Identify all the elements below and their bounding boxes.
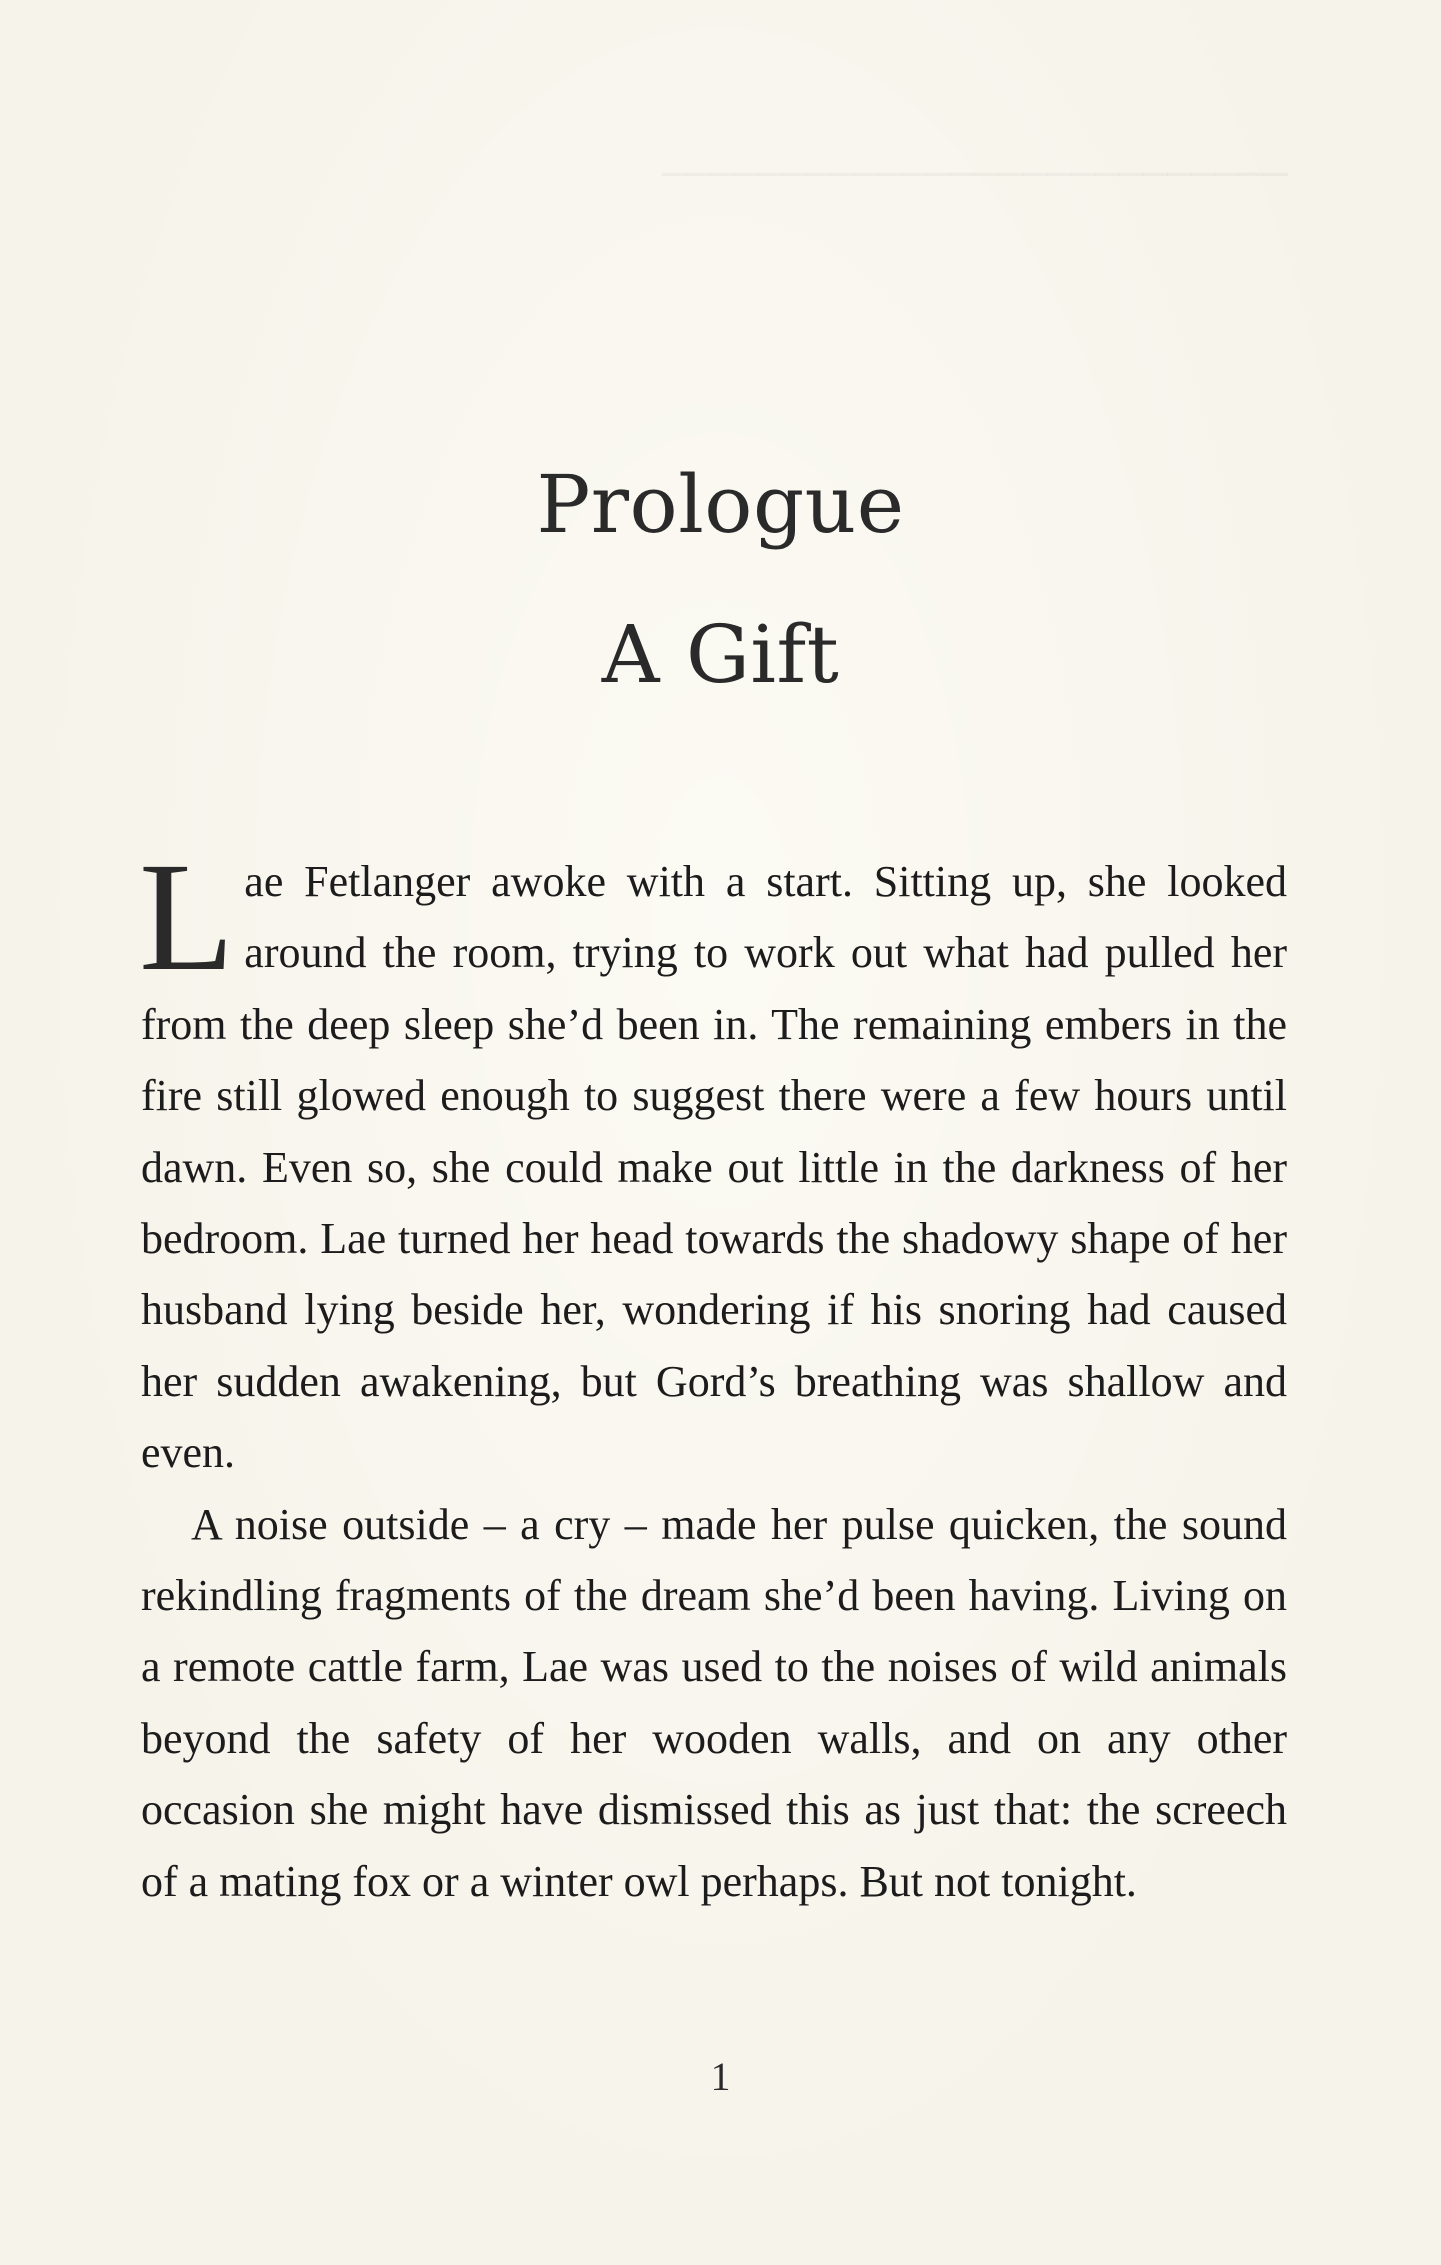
chapter-body bbox=[139, 830, 1287, 1917]
paragraph-1 bbox=[139, 830, 1287, 1489]
paragraph-2-text: A noise outside – a cry – made her pulse quicken, the sound rekindling fragments of the dream she’d been having. Living on a remote cattle farm, Lae was used to the noises of wild animals beyond the safety of her wooden walls, and on any other occasion she might have dismissed this as just that: the screech of a mating fox or a winter owl perhaps. But not tonight. bbox=[141, 1499, 1287, 1906]
page-number: 1 bbox=[710, 2054, 731, 2099]
drop-cap: L bbox=[139, 830, 235, 1003]
chapter-subtitle: A Gift bbox=[601, 608, 840, 701]
paragraph-2 bbox=[141, 1489, 1287, 1917]
chapter-title: Prologue bbox=[536, 458, 905, 551]
show-through-texture bbox=[148, 140, 1288, 211]
paragraph-1-text: ae Fetlanger awoke with a start. Sitting up, she looked around the room, trying to work out what had pulled her from the deep sleep she’d been in. The remaining embers in the fire still glowed enough to suggest there were a few hours until dawn. Even so, she could make out little in the darkness of her bedroom. Lae turned her head towards the shadowy shape of her husband lying beside her, wondering if his snoring had caused her sudden awakening, but Gord’s breathing was shallow and even. bbox=[141, 857, 1287, 1478]
